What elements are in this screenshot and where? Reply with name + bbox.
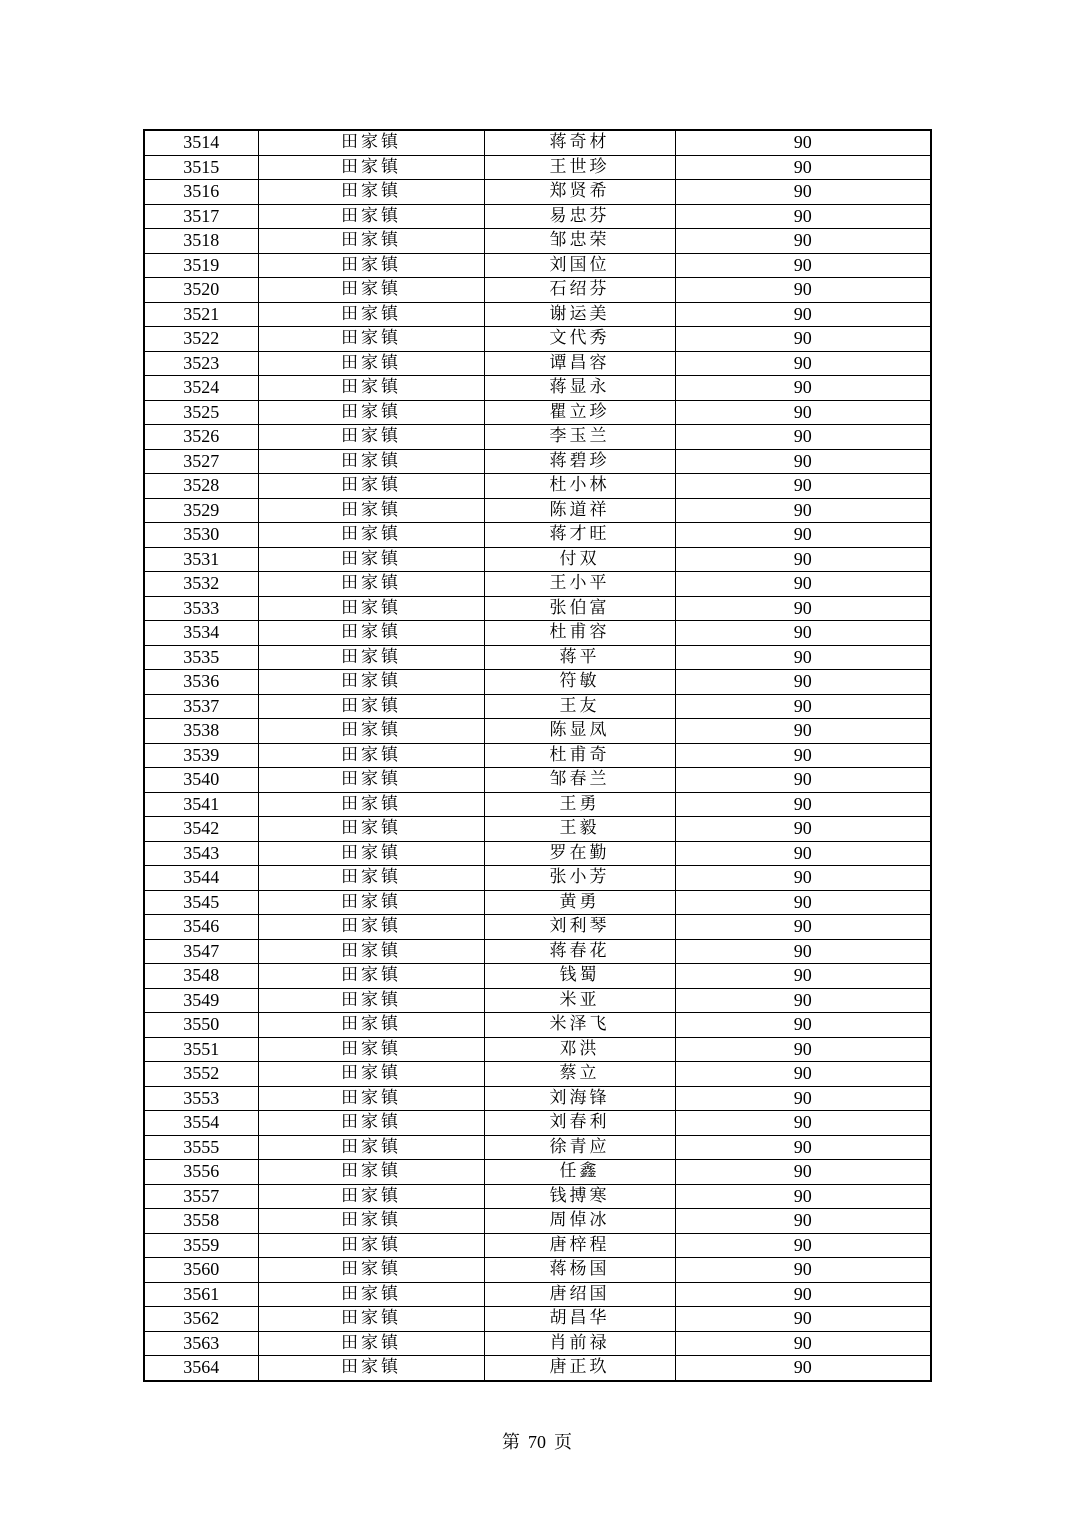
cell-serial-number: 3536 xyxy=(144,670,258,695)
table-row xyxy=(144,768,931,793)
cell-person-name: 杜甫奇 xyxy=(484,743,675,768)
cell-serial-number: 3556 xyxy=(144,1160,258,1185)
table-row xyxy=(144,1037,931,1062)
cell-person-name: 刘春利 xyxy=(484,1111,675,1136)
cell-town: 田家镇 xyxy=(258,253,484,278)
cell-score: 90 xyxy=(675,523,931,548)
table-row xyxy=(144,425,931,450)
cell-serial-number: 3524 xyxy=(144,376,258,401)
cell-person-name: 符敏 xyxy=(484,670,675,695)
cell-person-name: 胡昌华 xyxy=(484,1307,675,1332)
cell-score: 90 xyxy=(675,1307,931,1332)
cell-person-name: 周倬冰 xyxy=(484,1209,675,1234)
table-row xyxy=(144,890,931,915)
cell-person-name: 刘海锋 xyxy=(484,1086,675,1111)
roster-table-body xyxy=(144,130,931,1381)
cell-serial-number: 3537 xyxy=(144,694,258,719)
cell-person-name: 肖前禄 xyxy=(484,1331,675,1356)
table-row xyxy=(144,1307,931,1332)
cell-town: 田家镇 xyxy=(258,547,484,572)
cell-score: 90 xyxy=(675,302,931,327)
table-row xyxy=(144,621,931,646)
cell-serial-number: 3514 xyxy=(144,130,258,155)
cell-person-name: 石绍芬 xyxy=(484,278,675,303)
cell-score: 90 xyxy=(675,376,931,401)
cell-town: 田家镇 xyxy=(258,719,484,744)
cell-person-name: 钱搏寒 xyxy=(484,1184,675,1209)
cell-score: 90 xyxy=(675,1258,931,1283)
cell-person-name: 杜甫容 xyxy=(484,621,675,646)
cell-town: 田家镇 xyxy=(258,817,484,842)
table-row xyxy=(144,964,931,989)
cell-town: 田家镇 xyxy=(258,449,484,474)
cell-score: 90 xyxy=(675,278,931,303)
cell-score: 90 xyxy=(675,180,931,205)
cell-town: 田家镇 xyxy=(258,180,484,205)
cell-town: 田家镇 xyxy=(258,1086,484,1111)
cell-serial-number: 3523 xyxy=(144,351,258,376)
cell-town: 田家镇 xyxy=(258,155,484,180)
cell-serial-number: 3543 xyxy=(144,841,258,866)
cell-score: 90 xyxy=(675,1209,931,1234)
table-row xyxy=(144,474,931,499)
cell-serial-number: 3533 xyxy=(144,596,258,621)
cell-town: 田家镇 xyxy=(258,621,484,646)
table-row xyxy=(144,866,931,891)
cell-town: 田家镇 xyxy=(258,939,484,964)
cell-person-name: 任鑫 xyxy=(484,1160,675,1185)
cell-serial-number: 3554 xyxy=(144,1111,258,1136)
cell-serial-number: 3560 xyxy=(144,1258,258,1283)
table-row xyxy=(144,939,931,964)
cell-serial-number: 3562 xyxy=(144,1307,258,1332)
table-row xyxy=(144,327,931,352)
cell-town: 田家镇 xyxy=(258,1111,484,1136)
cell-town: 田家镇 xyxy=(258,1013,484,1038)
cell-score: 90 xyxy=(675,1282,931,1307)
cell-score: 90 xyxy=(675,792,931,817)
cell-score: 90 xyxy=(675,351,931,376)
table-row xyxy=(144,302,931,327)
table-row xyxy=(144,229,931,254)
cell-score: 90 xyxy=(675,1233,931,1258)
table-row xyxy=(144,130,931,155)
cell-score: 90 xyxy=(675,964,931,989)
cell-serial-number: 3550 xyxy=(144,1013,258,1038)
cell-serial-number: 3532 xyxy=(144,572,258,597)
cell-town: 田家镇 xyxy=(258,1233,484,1258)
table-row xyxy=(144,1013,931,1038)
cell-town: 田家镇 xyxy=(258,988,484,1013)
cell-person-name: 蒋才旺 xyxy=(484,523,675,548)
table-row xyxy=(144,1258,931,1283)
cell-person-name: 蔡立 xyxy=(484,1062,675,1087)
cell-serial-number: 3534 xyxy=(144,621,258,646)
cell-town: 田家镇 xyxy=(258,1160,484,1185)
cell-serial-number: 3546 xyxy=(144,915,258,940)
table-row xyxy=(144,1209,931,1234)
cell-town: 田家镇 xyxy=(258,400,484,425)
cell-town: 田家镇 xyxy=(258,498,484,523)
table-row xyxy=(144,817,931,842)
cell-score: 90 xyxy=(675,596,931,621)
cell-person-name: 蒋平 xyxy=(484,645,675,670)
cell-person-name: 蒋显永 xyxy=(484,376,675,401)
cell-person-name: 唐正玖 xyxy=(484,1356,675,1381)
cell-serial-number: 3521 xyxy=(144,302,258,327)
cell-score: 90 xyxy=(675,474,931,499)
table-row xyxy=(144,449,931,474)
cell-town: 田家镇 xyxy=(258,1184,484,1209)
cell-serial-number: 3528 xyxy=(144,474,258,499)
cell-town: 田家镇 xyxy=(258,890,484,915)
cell-person-name: 陈显凤 xyxy=(484,719,675,744)
table-row xyxy=(144,351,931,376)
table-row xyxy=(144,498,931,523)
cell-score: 90 xyxy=(675,449,931,474)
table-row xyxy=(144,523,931,548)
cell-person-name: 易忠芬 xyxy=(484,204,675,229)
table-row xyxy=(144,670,931,695)
cell-town: 田家镇 xyxy=(258,1258,484,1283)
cell-serial-number: 3564 xyxy=(144,1356,258,1381)
cell-person-name: 唐梓程 xyxy=(484,1233,675,1258)
cell-score: 90 xyxy=(675,988,931,1013)
cell-person-name: 米泽飞 xyxy=(484,1013,675,1038)
cell-town: 田家镇 xyxy=(258,596,484,621)
cell-person-name: 刘国位 xyxy=(484,253,675,278)
cell-score: 90 xyxy=(675,130,931,155)
cell-serial-number: 3553 xyxy=(144,1086,258,1111)
cell-score: 90 xyxy=(675,327,931,352)
table-row xyxy=(144,572,931,597)
table-row xyxy=(144,792,931,817)
table-row xyxy=(144,180,931,205)
cell-score: 90 xyxy=(675,719,931,744)
cell-person-name: 王勇 xyxy=(484,792,675,817)
cell-serial-number: 3547 xyxy=(144,939,258,964)
table-row xyxy=(144,1062,931,1087)
cell-serial-number: 3561 xyxy=(144,1282,258,1307)
table-row xyxy=(144,400,931,425)
table-row xyxy=(144,1184,931,1209)
cell-serial-number: 3563 xyxy=(144,1331,258,1356)
cell-town: 田家镇 xyxy=(258,302,484,327)
cell-serial-number: 3545 xyxy=(144,890,258,915)
cell-score: 90 xyxy=(675,204,931,229)
cell-town: 田家镇 xyxy=(258,964,484,989)
cell-serial-number: 3557 xyxy=(144,1184,258,1209)
cell-serial-number: 3542 xyxy=(144,817,258,842)
cell-score: 90 xyxy=(675,155,931,180)
table-row xyxy=(144,719,931,744)
cell-person-name: 瞿立珍 xyxy=(484,400,675,425)
cell-serial-number: 3531 xyxy=(144,547,258,572)
cell-serial-number: 3520 xyxy=(144,278,258,303)
cell-person-name: 蒋杨国 xyxy=(484,1258,675,1283)
cell-score: 90 xyxy=(675,817,931,842)
table-row xyxy=(144,1160,931,1185)
cell-person-name: 刘利琴 xyxy=(484,915,675,940)
cell-town: 田家镇 xyxy=(258,278,484,303)
table-row xyxy=(144,1356,931,1381)
cell-score: 90 xyxy=(675,1356,931,1381)
cell-score: 90 xyxy=(675,253,931,278)
cell-score: 90 xyxy=(675,400,931,425)
cell-person-name: 王世珍 xyxy=(484,155,675,180)
footer-prefix: 第 xyxy=(502,1432,520,1452)
cell-score: 90 xyxy=(675,743,931,768)
cell-score: 90 xyxy=(675,1331,931,1356)
cell-serial-number: 3540 xyxy=(144,768,258,793)
cell-score: 90 xyxy=(675,866,931,891)
cell-serial-number: 3541 xyxy=(144,792,258,817)
cell-serial-number: 3535 xyxy=(144,645,258,670)
cell-serial-number: 3515 xyxy=(144,155,258,180)
cell-person-name: 邹春兰 xyxy=(484,768,675,793)
cell-person-name: 徐青应 xyxy=(484,1135,675,1160)
cell-town: 田家镇 xyxy=(258,866,484,891)
cell-town: 田家镇 xyxy=(258,1135,484,1160)
table-row xyxy=(144,204,931,229)
cell-serial-number: 3529 xyxy=(144,498,258,523)
cell-serial-number: 3516 xyxy=(144,180,258,205)
cell-town: 田家镇 xyxy=(258,841,484,866)
cell-score: 90 xyxy=(675,547,931,572)
cell-person-name: 蒋春花 xyxy=(484,939,675,964)
table-row xyxy=(144,253,931,278)
footer-suffix: 页 xyxy=(554,1432,572,1452)
cell-score: 90 xyxy=(675,572,931,597)
cell-score: 90 xyxy=(675,915,931,940)
cell-town: 田家镇 xyxy=(258,743,484,768)
cell-serial-number: 3544 xyxy=(144,866,258,891)
cell-town: 田家镇 xyxy=(258,1062,484,1087)
cell-score: 90 xyxy=(675,229,931,254)
roster-table xyxy=(143,129,932,1382)
cell-score: 90 xyxy=(675,841,931,866)
cell-town: 田家镇 xyxy=(258,1037,484,1062)
cell-person-name: 蒋奇材 xyxy=(484,130,675,155)
cell-score: 90 xyxy=(675,694,931,719)
cell-serial-number: 3519 xyxy=(144,253,258,278)
cell-person-name: 陈道祥 xyxy=(484,498,675,523)
table-row xyxy=(144,988,931,1013)
table-row xyxy=(144,1282,931,1307)
cell-serial-number: 3555 xyxy=(144,1135,258,1160)
cell-serial-number: 3548 xyxy=(144,964,258,989)
cell-serial-number: 3559 xyxy=(144,1233,258,1258)
cell-person-name: 谭昌容 xyxy=(484,351,675,376)
cell-score: 90 xyxy=(675,621,931,646)
cell-score: 90 xyxy=(675,768,931,793)
cell-person-name: 邹忠荣 xyxy=(484,229,675,254)
cell-score: 90 xyxy=(675,1086,931,1111)
cell-person-name: 王毅 xyxy=(484,817,675,842)
cell-town: 田家镇 xyxy=(258,425,484,450)
cell-person-name: 文代秀 xyxy=(484,327,675,352)
cell-town: 田家镇 xyxy=(258,645,484,670)
cell-score: 90 xyxy=(675,1184,931,1209)
cell-person-name: 付双 xyxy=(484,547,675,572)
cell-town: 田家镇 xyxy=(258,1356,484,1381)
cell-serial-number: 3527 xyxy=(144,449,258,474)
cell-person-name: 米亚 xyxy=(484,988,675,1013)
page-footer xyxy=(0,1430,1074,1454)
cell-person-name: 黄勇 xyxy=(484,890,675,915)
cell-town: 田家镇 xyxy=(258,670,484,695)
cell-serial-number: 3522 xyxy=(144,327,258,352)
cell-person-name: 谢运美 xyxy=(484,302,675,327)
cell-town: 田家镇 xyxy=(258,229,484,254)
page-number: 70 xyxy=(528,1432,546,1452)
cell-person-name: 罗在勤 xyxy=(484,841,675,866)
cell-serial-number: 3525 xyxy=(144,400,258,425)
cell-score: 90 xyxy=(675,1135,931,1160)
cell-score: 90 xyxy=(675,939,931,964)
cell-serial-number: 3517 xyxy=(144,204,258,229)
table-row xyxy=(144,1331,931,1356)
table-row xyxy=(144,1135,931,1160)
table-row xyxy=(144,376,931,401)
cell-serial-number: 3549 xyxy=(144,988,258,1013)
cell-score: 90 xyxy=(675,890,931,915)
cell-town: 田家镇 xyxy=(258,474,484,499)
cell-town: 田家镇 xyxy=(258,768,484,793)
cell-score: 90 xyxy=(675,1111,931,1136)
cell-score: 90 xyxy=(675,425,931,450)
cell-serial-number: 3551 xyxy=(144,1037,258,1062)
cell-score: 90 xyxy=(675,498,931,523)
cell-serial-number: 3552 xyxy=(144,1062,258,1087)
cell-score: 90 xyxy=(675,1160,931,1185)
cell-score: 90 xyxy=(675,1013,931,1038)
cell-serial-number: 3558 xyxy=(144,1209,258,1234)
cell-town: 田家镇 xyxy=(258,572,484,597)
cell-town: 田家镇 xyxy=(258,351,484,376)
table-row xyxy=(144,1086,931,1111)
cell-score: 90 xyxy=(675,1037,931,1062)
cell-person-name: 郑贤希 xyxy=(484,180,675,205)
table-row xyxy=(144,547,931,572)
cell-person-name: 唐绍国 xyxy=(484,1282,675,1307)
cell-person-name: 蒋碧珍 xyxy=(484,449,675,474)
cell-town: 田家镇 xyxy=(258,792,484,817)
table-row xyxy=(144,841,931,866)
cell-town: 田家镇 xyxy=(258,1331,484,1356)
table-row xyxy=(144,694,931,719)
cell-town: 田家镇 xyxy=(258,1307,484,1332)
cell-town: 田家镇 xyxy=(258,130,484,155)
table-row xyxy=(144,915,931,940)
cell-person-name: 钱蜀 xyxy=(484,964,675,989)
cell-town: 田家镇 xyxy=(258,376,484,401)
cell-person-name: 李玉兰 xyxy=(484,425,675,450)
cell-person-name: 王小平 xyxy=(484,572,675,597)
cell-town: 田家镇 xyxy=(258,327,484,352)
cell-person-name: 王友 xyxy=(484,694,675,719)
table-row xyxy=(144,1233,931,1258)
cell-town: 田家镇 xyxy=(258,915,484,940)
cell-score: 90 xyxy=(675,1062,931,1087)
cell-town: 田家镇 xyxy=(258,694,484,719)
cell-score: 90 xyxy=(675,670,931,695)
cell-person-name: 张小芳 xyxy=(484,866,675,891)
cell-serial-number: 3526 xyxy=(144,425,258,450)
cell-town: 田家镇 xyxy=(258,1282,484,1307)
cell-serial-number: 3518 xyxy=(144,229,258,254)
cell-town: 田家镇 xyxy=(258,523,484,548)
cell-serial-number: 3538 xyxy=(144,719,258,744)
table-row xyxy=(144,743,931,768)
table-row xyxy=(144,645,931,670)
cell-score: 90 xyxy=(675,645,931,670)
cell-serial-number: 3539 xyxy=(144,743,258,768)
table-row xyxy=(144,1111,931,1136)
table-row xyxy=(144,278,931,303)
cell-person-name: 杜小林 xyxy=(484,474,675,499)
cell-person-name: 邓洪 xyxy=(484,1037,675,1062)
cell-person-name: 张伯富 xyxy=(484,596,675,621)
cell-town: 田家镇 xyxy=(258,204,484,229)
table-row xyxy=(144,596,931,621)
cell-serial-number: 3530 xyxy=(144,523,258,548)
cell-town: 田家镇 xyxy=(258,1209,484,1234)
table-row xyxy=(144,155,931,180)
